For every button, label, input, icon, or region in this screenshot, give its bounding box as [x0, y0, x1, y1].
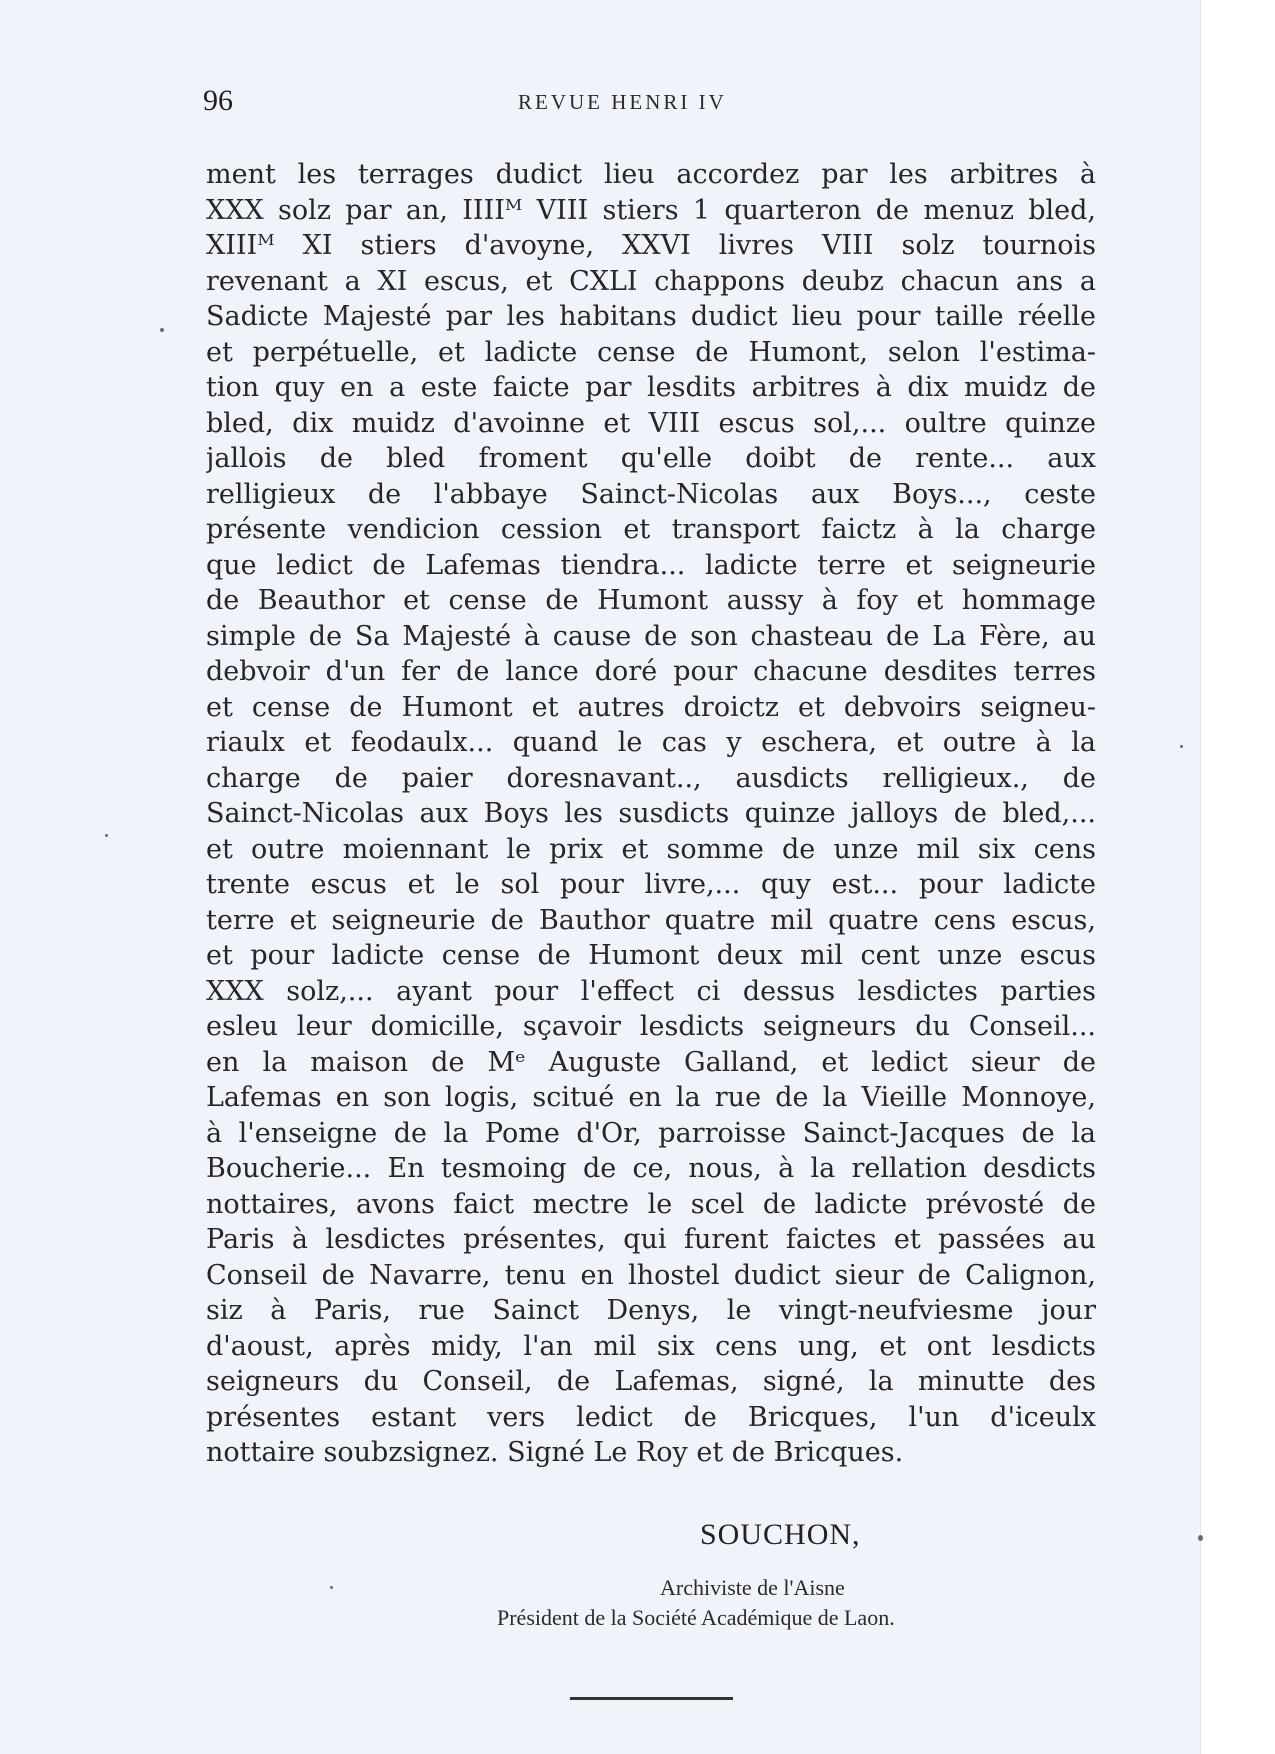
signature-affiliation: Président de la Société Académique de Laon. — [497, 1605, 895, 1630]
text-line: présentes estant vers ledict de Bricques, l'un d'iceulx — [206, 1401, 1096, 1433]
signature-name: SOUCHON, — [700, 1518, 861, 1551]
text-line: présente vendicion cession et transport faictz à la charge — [206, 514, 1096, 545]
text-line: et outre moiennant le prix et somme de unze mil six cens — [206, 833, 1096, 865]
text-line: Sadicte Majesté par les habitans dudict lieu pour taille réelle — [206, 301, 1096, 332]
text-line: Lafemas en son logis, scitué en la rue de la Vieille Monnoye, — [206, 1082, 1096, 1113]
text-line: bled, dix muidz d'avoinne et VIII escus sol,... oultre quinze — [206, 407, 1096, 439]
text-line: Conseil de Navarre, tenu en lhostel dudict sieur de Calignon, — [206, 1259, 1096, 1291]
text-line: charge de paier doresnavant.., ausdicts relligieux., de — [206, 762, 1096, 794]
running-title: REVUE HENRI IV — [518, 90, 727, 114]
text-line: XXX solz,... ayant pour l'effect ci dessus lesdictes parties — [206, 975, 1096, 1007]
text-line: XXX solz par an, IIIIᴹ VIII stiers 1 quarteron de menuz bled, — [206, 194, 1096, 226]
page-header — [203, 84, 1083, 124]
scan-speck — [105, 834, 108, 837]
body-text — [206, 157, 1096, 1471]
text-line: terre et seigneurie de Bauthor quatre mil quatre cens escus, — [206, 904, 1096, 936]
closing-rule — [570, 1697, 733, 1700]
scan-speck — [160, 328, 164, 332]
text-line: trente escus et le sol pour livre,... quy est... pour ladicte — [206, 869, 1096, 900]
text-line: jallois de bled froment qu'elle doibt de rente... aux — [206, 443, 1096, 474]
text-line: d'aoust, après midy, l'an mil six cens ung, et ont lesdicts — [206, 1330, 1096, 1362]
text-line: en la maison de Mᵉ Auguste Galland, et ledict sieur de — [206, 1046, 1096, 1078]
text-line: revenant a XI escus, et CXLI chappons deubz chacun ans a — [206, 265, 1096, 297]
text-line: simple de Sa Majesté à cause de son chasteau de La Fère, au — [206, 620, 1096, 652]
text-line: tion quy en a este faicte par lesdits arbitres à dix muidz de — [206, 372, 1096, 403]
text-line: Sainct-Nicolas aux Boys les susdicts quinze jalloys de bled,... — [206, 798, 1096, 829]
text-line: riaulx et feodaulx... quand le cas y eschera, et outre à la — [206, 727, 1096, 758]
scan-speck — [1180, 745, 1183, 748]
text-line: seigneurs du Conseil, de Lafemas, signé, la minutte des — [206, 1366, 1096, 1397]
text-line: relligieux de l'abbaye Sainct-Nicolas aux Boys..., ceste — [206, 478, 1096, 510]
page-number: 96 — [203, 84, 233, 117]
text-line: de Beauthor et cense de Humont aussy à foy et hommage — [206, 585, 1096, 616]
text-line: Paris à lesdictes présentes, qui furent faictes et passées au — [206, 1224, 1096, 1255]
text-line: ment les terrages dudict lieu accordez par les arbitres à — [206, 159, 1096, 190]
text-line: XIIIᴹ XI stiers d'avoyne, XXVI livres VIII solz tournois — [206, 230, 1096, 261]
signature-title: Archiviste de l'Aisne — [660, 1575, 845, 1600]
text-line: à l'enseigne de la Pome d'Or, parroisse Sainct-Jacques de la — [206, 1117, 1096, 1149]
text-line: et pour ladicte cense de Humont deux mil cent unze escus — [206, 940, 1096, 971]
text-line: nottaires, avons faict mectre le scel de ladicte prévosté de — [206, 1188, 1096, 1220]
text-line-last: nottaire soubzsignez. Signé Le Roy et de Bricques. — [206, 1437, 904, 1468]
text-line: et perpétuelle, et ladicte cense de Humont, selon l'estima- — [206, 336, 1096, 368]
text-line: et cense de Humont et autres droictz et debvoirs seigneu- — [206, 691, 1096, 723]
text-line: que ledict de Lafemas tiendra... ladicte terre et seigneurie — [206, 549, 1096, 581]
text-line: siz à Paris, rue Sainct Denys, le vingt-neufviesme jour — [206, 1295, 1096, 1326]
text-line: Boucherie... En tesmoing de ce, nous, à la rellation desdicts — [206, 1153, 1096, 1184]
text-line: esleu leur domicille, sçavoir lesdicts seigneurs du Conseil... — [206, 1011, 1096, 1042]
text-line: debvoir d'un fer de lance doré pour chacune desdites terres — [206, 656, 1096, 687]
scan-speck — [1198, 1535, 1203, 1541]
scan-speck — [330, 1586, 333, 1589]
